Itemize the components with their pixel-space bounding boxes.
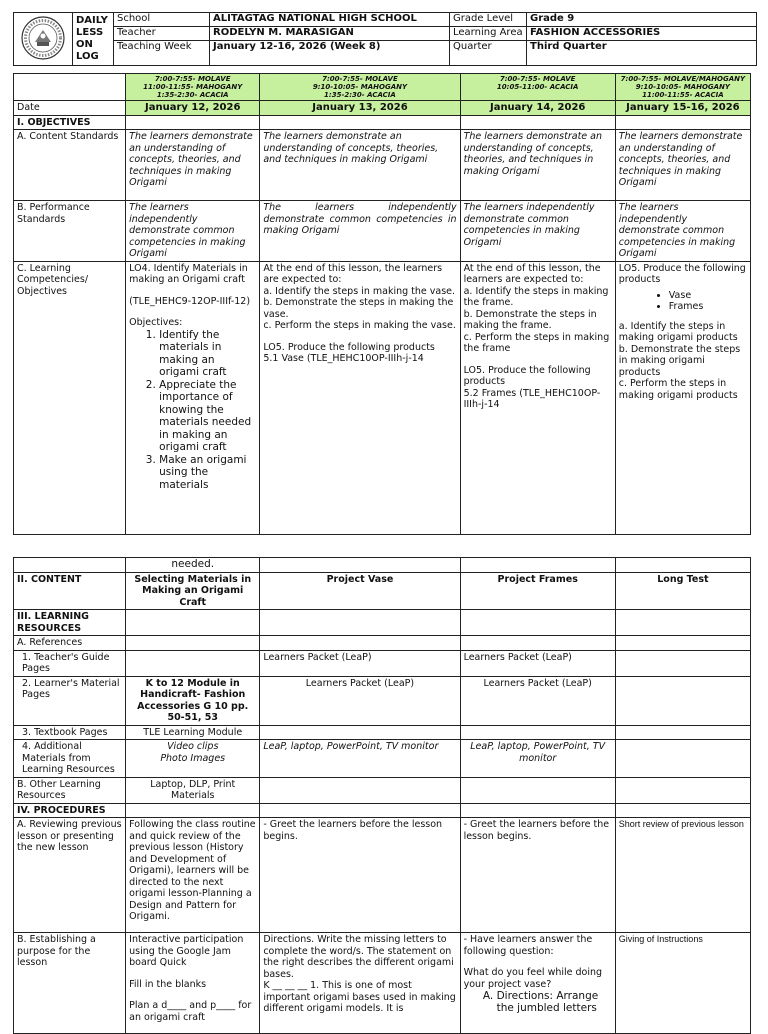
- empty-cell: [260, 803, 460, 818]
- schedule-line: 1:35-2:30- ACACIA: [156, 91, 229, 99]
- lo-text: LO5. Produce the following products: [463, 364, 591, 387]
- empty-cell: [615, 558, 750, 573]
- lo-text: LO5. Produce the following products: [618, 262, 746, 285]
- empty-cell: [126, 636, 260, 651]
- log-title: [73, 13, 114, 66]
- establishing-line: Directions. Write the missing letters to complete the word/s. The statement on the right describes the different origami bases.: [263, 934, 454, 980]
- objectives-heading: I. OBJECTIVES: [14, 115, 126, 130]
- objectives-table: [13, 73, 751, 535]
- schedule-col-3: [460, 74, 615, 101]
- procedures-heading: IV. PROCEDURES: [14, 803, 126, 818]
- content-standard: The learners demonstrate an understanding of concepts, theories, and techniques in making Origami: [460, 130, 615, 201]
- schedule-line: 1:35-2:30- ACACIA: [324, 91, 396, 99]
- establishing-line: Plan a d____ and p____ for an origami craft: [129, 1000, 252, 1023]
- additional-line: Photo Images: [160, 752, 226, 764]
- content-topic: Long Test: [615, 572, 750, 610]
- learner-material-cell: K to 12 Module in Handicraft- Fashion Accessories G 10 pp. 50-51, 53: [126, 676, 260, 725]
- empty-cell: [460, 803, 615, 818]
- textbook-cell: TLE Learning Module: [126, 725, 260, 740]
- content-standard: The learners demonstrate an understanding of concepts, theories, and techniques in making Origami: [260, 130, 460, 201]
- competency-col-4: [615, 261, 750, 534]
- additional-materials-cell: [615, 740, 750, 778]
- empty-cell: [615, 803, 750, 818]
- establishing-line: What do you feel while doing your project vase?: [463, 967, 603, 990]
- other-resources-cell: [615, 777, 750, 803]
- other-resources-cell: [460, 777, 615, 803]
- content-topic: Selecting Materials in Making an Origami Craft: [126, 572, 260, 610]
- empty-cell: [260, 636, 460, 651]
- objectives-label: Objectives:: [129, 317, 183, 328]
- schedule-line: 11:00-11:55- ACACIA: [642, 91, 724, 99]
- competency-line: b. Demonstrate the steps in making origami products: [618, 343, 741, 378]
- school-value: ALITAGTAG NATIONAL HIGH SCHOOL: [210, 13, 450, 27]
- empty-cell: [460, 115, 615, 130]
- date-cell: January 15-16, 2026: [615, 101, 750, 116]
- date-label: Date: [14, 101, 126, 116]
- competency-col-1: [126, 261, 260, 534]
- reviewing-label: A. Reviewing previous lesson or presenting the new lesson: [14, 818, 126, 933]
- log-title-line: ON: [76, 39, 93, 50]
- area-value: FASHION ACCESSORIES: [527, 27, 757, 41]
- other-resources-cell: [260, 777, 460, 803]
- lo-text: LO5. Produce the following products: [263, 341, 435, 353]
- learner-material-cell: Learners Packet (LeaP): [260, 676, 460, 725]
- lo-code: (TLE_HEHC9-12OP-IIIf-12): [129, 295, 251, 307]
- product-code: 5.1 Vase (TLE_HEHC10OP-IIIh-j-14: [263, 353, 424, 364]
- additional-line: Video clips: [167, 741, 219, 752]
- establishing-line: - Have learners answer the following question:: [463, 934, 593, 957]
- competency-line: b. Demonstrate the steps in making the vase.: [263, 297, 454, 320]
- date-cell: January 13, 2026: [260, 101, 460, 116]
- competency-line: c. Perform the steps in making the vase.: [263, 320, 456, 331]
- competency-line: At the end of this lesson, the learners are expected to:: [463, 262, 601, 285]
- schedule-col-4: [615, 74, 750, 101]
- deped-seal-icon: [21, 16, 65, 60]
- textbook-cell: [260, 725, 460, 740]
- products-list: [619, 290, 747, 313]
- teacher-label: Teacher: [114, 27, 210, 41]
- objective-item: 1. Identify the materials in making an origami craft: [159, 329, 256, 379]
- continued-text: needed.: [126, 558, 260, 573]
- establishing-line: Interactive participation using the Google Jam board Quick: [129, 934, 244, 968]
- week-value: January 12-16, 2026 (Week 8): [210, 41, 450, 66]
- teacher-guide-cell: [615, 650, 750, 676]
- quarter-label: Quarter: [450, 41, 527, 66]
- empty-cell: [460, 636, 615, 651]
- content-table: [13, 557, 751, 1034]
- content-standard: The learners demonstrate an understanding of concepts, theories, and techniques in making Origami: [126, 130, 260, 201]
- competency-line: c. Perform the steps in making origami products: [618, 378, 738, 401]
- product-code: 5.2 Frames (TLE_HEHC10OP-IIIh-j-14: [463, 387, 601, 410]
- empty-cell: [615, 636, 750, 651]
- establishing-cell: [126, 933, 260, 1034]
- establishing-list-item: A. Directions: Arrange the jumbled letters: [497, 990, 612, 1014]
- objective-item: 3. Make an origami using the materials: [159, 454, 256, 492]
- competency-line: c. Perform the steps in making the frame: [463, 331, 610, 354]
- reviewing-cell: - Greet the learners before the lesson begins.: [460, 818, 615, 933]
- schedule-line: 9:10-10:05- MAHOGANY: [312, 83, 408, 91]
- performance-standard: The learners independently demonstrate common competencies in making Origami: [615, 201, 750, 262]
- competency-line: a. Identify the steps in making the vase.: [263, 285, 456, 297]
- additional-materials-label: 4. Additional Materials from Learning Resources: [14, 740, 126, 778]
- learner-material-label: 2. Learner's Material Pages: [14, 676, 126, 725]
- school-label: School: [114, 13, 210, 27]
- objectives-list: [129, 329, 256, 492]
- schedule-line: 10:05-11:00- ACACIA: [496, 83, 579, 91]
- establishing-line: K __ __ __ 1. This is one of most important origami bases used in making different origami models. It is: [263, 980, 456, 1014]
- content-topic: Project Frames: [460, 572, 615, 610]
- competency-line: b. Demonstrate the steps in making the frame.: [463, 308, 597, 331]
- additional-materials-cell: LeaP, laptop, PowerPoint, TV monitor: [260, 740, 460, 778]
- teacher-value: RODELYN M. MARASIGAN: [210, 27, 450, 41]
- competency-col-3: [460, 261, 615, 534]
- product-item: • Vase: [669, 290, 747, 302]
- establishing-list: [464, 990, 612, 1014]
- establishing-label: B. Establishing a purpose for the lesson: [14, 933, 126, 1034]
- learner-material-cell: Learners Packet (LeaP): [460, 676, 615, 725]
- empty-cell: [260, 610, 460, 636]
- objective-item: 2. Appreciate the importance of knowing the materials needed in making an origami craft: [159, 379, 256, 454]
- lo-text: LO4. Identify Materials in making an Origami craft: [129, 262, 248, 285]
- schedule-line: 7:00-7:55- MOLAVE: [499, 75, 576, 83]
- content-topic: Project Vase: [260, 572, 460, 610]
- log-title-line: LESS: [76, 27, 104, 38]
- empty-cell: [260, 558, 460, 573]
- product-item: • Frames: [669, 301, 747, 313]
- textbook-cell: [460, 725, 615, 740]
- area-label: Learning Area: [450, 27, 527, 41]
- grade-value: Grade 9: [527, 13, 757, 27]
- schedule-line: 11:00-11:55- MAHOGANY: [143, 83, 243, 91]
- empty-cell: [126, 610, 260, 636]
- empty-cell: [126, 803, 260, 818]
- other-resources-label: B. Other Learning Resources: [14, 777, 126, 803]
- empty-cell: [615, 115, 750, 130]
- competency-col-2: [260, 261, 460, 534]
- quarter-value: Third Quarter: [527, 41, 757, 66]
- establishing-cell: Giving of Instructions: [615, 933, 750, 1034]
- performance-standard: The learners independently demonstrate common competencies in making Origami: [460, 201, 615, 262]
- teacher-guide-label: 1. Teacher's Guide Pages: [14, 650, 126, 676]
- additional-materials-cell: [126, 740, 260, 778]
- resources-heading: III. LEARNING RESOURCES: [14, 610, 126, 636]
- competency-line: At the end of this lesson, the learners are expected to:: [263, 262, 443, 285]
- learner-material-cell: [615, 676, 750, 725]
- reviewing-cell: - Greet the learners before the lesson begins.: [260, 818, 460, 933]
- empty-cell: [14, 558, 126, 573]
- reviewing-cell: Short review of previous lesson: [615, 818, 750, 933]
- establishing-cell: [260, 933, 460, 1034]
- empty-cell: [460, 558, 615, 573]
- schedule-line: 7:00-7:55- MOLAVE/MAHOGANY: [620, 75, 746, 83]
- schedule-blank: [14, 74, 126, 101]
- empty-cell: [460, 610, 615, 636]
- competency-line: a. Identify the steps in making origami products: [618, 320, 738, 343]
- schedule-line: 9:10-10:05- MAHOGANY: [635, 83, 730, 91]
- grade-label: Grade Level: [450, 13, 527, 27]
- deped-seal: [14, 13, 73, 66]
- schedule-col-1: [126, 74, 260, 101]
- content-standards-label: A. Content Standards: [14, 130, 126, 201]
- empty-cell: [126, 115, 260, 130]
- additional-materials-cell: LeaP, laptop, PowerPoint, TV monitor: [460, 740, 615, 778]
- teacher-guide-cell: Learners Packet (LeaP): [460, 650, 615, 676]
- other-resources-cell: Laptop, DLP, Print Materials: [126, 777, 260, 803]
- competencies-label: C. Learning Competencies/ Objectives: [14, 261, 126, 534]
- schedule-col-2: [260, 74, 460, 101]
- establishing-cell: [460, 933, 615, 1034]
- teacher-guide-cell: [126, 650, 260, 676]
- performance-standard: The learners independently demonstrate common competencies in making Origami: [126, 201, 260, 262]
- week-label: Teaching Week: [114, 41, 210, 66]
- log-title-line: DAILY: [76, 15, 108, 26]
- establishing-line: Fill in the blanks: [129, 978, 207, 990]
- performance-standards-label: B. Performance Standards: [14, 201, 126, 262]
- textbook-cell: [615, 725, 750, 740]
- empty-cell: [615, 610, 750, 636]
- log-title-line: LOG: [76, 51, 99, 62]
- header-table: [13, 12, 757, 66]
- empty-cell: [260, 115, 460, 130]
- schedule-line: 7:00-7:55- MOLAVE: [322, 75, 398, 83]
- reviewing-cell: Following the class routine and quick review of the previous lesson (History and Development of Origami), learners will be directed to the next origami lesson-Planning a Design and Pattern for Origami.: [126, 818, 260, 933]
- schedule-line: 7:00-7:55- MOLAVE: [154, 75, 231, 83]
- competency-line: a. Identify the steps in making the frame.: [463, 285, 609, 308]
- date-cell: January 14, 2026: [460, 101, 615, 116]
- content-standard: The learners demonstrate an understanding of concepts, theories, and techniques in making Origami: [615, 130, 750, 201]
- textbook-label: 3. Textbook Pages: [14, 725, 126, 740]
- date-cell: January 12, 2026: [126, 101, 260, 116]
- performance-standard: The learners independently demonstrate common competencies in making Origami: [260, 201, 460, 262]
- teacher-guide-cell: Learners Packet (LeaP): [260, 650, 460, 676]
- references-label: A. References: [14, 636, 126, 651]
- content-heading: II. CONTENT: [14, 572, 126, 610]
